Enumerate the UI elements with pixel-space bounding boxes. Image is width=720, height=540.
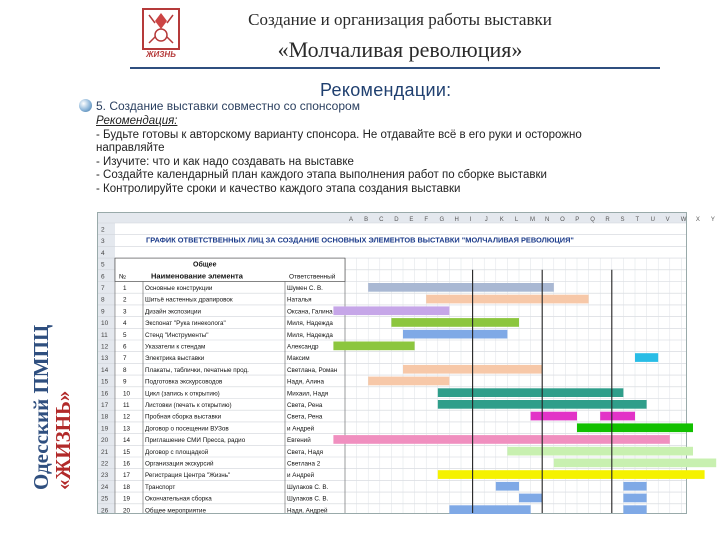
task-responsible: Миля, Надежда [287, 331, 333, 339]
task-number: 15 [123, 448, 131, 456]
row-number: 13 [101, 355, 109, 363]
row-number: 12 [101, 343, 109, 351]
task-name: Основные конструкции [145, 285, 213, 292]
row-number: 21 [101, 448, 109, 456]
column-letter: M [529, 217, 535, 223]
row-number: 16 [101, 390, 109, 398]
task-number: 16 [123, 460, 131, 468]
column-letter: C [379, 217, 384, 223]
task-number: 7 [123, 355, 127, 363]
section-title: 5. Создание выставки совместно со спонсором [96, 99, 360, 113]
task-name: Электрика выставки [145, 355, 205, 363]
column-letter: L [514, 217, 519, 223]
task-responsible: Светлана 2 [287, 460, 321, 468]
column-letter: W [680, 217, 687, 223]
gantt-bar [623, 482, 646, 491]
row-number: 26 [101, 507, 109, 515]
gantt-bar [333, 306, 449, 315]
task-name: Плакаты, таблички, печатные прод. [145, 366, 249, 374]
row-number: 14 [101, 366, 109, 374]
gantt-bar [438, 470, 705, 479]
column-header: Ответственный [289, 273, 336, 281]
gantt-bar [577, 423, 693, 432]
task-responsible: Шулаков С. В. [287, 483, 329, 491]
row-number: 11 [101, 331, 108, 339]
column-letter: H [454, 217, 459, 223]
task-name: Договор с площадкой [145, 448, 209, 456]
gantt-bar [426, 295, 588, 304]
task-responsible: Светлана, Роман [287, 366, 338, 374]
task-responsible: Надя, Алина [287, 378, 325, 386]
side-label-line-1: Одесский ПМПЦ [29, 324, 53, 490]
task-name: Организация экскурсий [145, 460, 214, 468]
task-number: 2 [123, 296, 127, 304]
task-responsible: Александр [287, 343, 319, 351]
gantt-bar [438, 388, 624, 397]
task-number: 9 [123, 378, 127, 386]
gantt-spreadsheet [98, 213, 715, 515]
recommendations-heading: Рекомендации: [320, 80, 452, 100]
column-letter: T [635, 217, 640, 223]
task-responsible: Наталья [287, 296, 312, 304]
row-number: 24 [101, 483, 109, 491]
side-label-line-2: «ЖИЗНЬ» [51, 390, 75, 490]
gantt-bar [449, 505, 530, 514]
task-responsible: и Андрей [287, 425, 315, 433]
column-letter: I [469, 217, 472, 223]
header-rule [130, 67, 660, 69]
gantt-bar [391, 318, 519, 327]
task-responsible: Света, Рена [287, 413, 323, 421]
task-number: 5 [123, 331, 127, 339]
gantt-bar [368, 283, 554, 292]
column-letter: G [439, 217, 445, 223]
task-responsible: Максим [287, 355, 310, 363]
task-name: Листовки (печать к открытию) [145, 402, 232, 409]
recommendation-line: - Контролируйте сроки и качество каждого этапа создания выставки [96, 182, 461, 195]
task-name: Экспонат "Рука гинеколога" [145, 320, 226, 328]
task-responsible: Евгений [287, 437, 311, 445]
task-name: Шитьё настенных драпировок [145, 296, 233, 304]
side-label [20, 160, 75, 490]
recommendation-text [96, 115, 686, 197]
row-number: 5 [101, 261, 105, 269]
task-number: 17 [123, 472, 131, 480]
row-number: 15 [101, 378, 109, 386]
gantt-bar [623, 494, 646, 503]
task-name: Договор о посещении ВУЗов [145, 425, 229, 433]
column-letter: O [560, 217, 565, 223]
column-letter: U [650, 217, 655, 223]
column-letter: D [394, 217, 399, 223]
gantt-bar [333, 435, 669, 444]
task-number: 8 [123, 366, 127, 374]
task-number: 19 [123, 495, 131, 503]
column-letter: R [605, 217, 610, 223]
gantt-bar [600, 412, 635, 421]
task-number: 12 [123, 413, 131, 421]
column-letter: B [364, 217, 369, 223]
column-header: Наименование элемента [151, 271, 243, 281]
spreadsheet[interactable] [97, 212, 715, 515]
column-letter: V [665, 217, 670, 223]
task-number: 11 [123, 402, 130, 409]
column-letter: Q [590, 217, 595, 223]
gantt-bar [531, 412, 577, 421]
task-responsible: Шумен С. В. [287, 285, 323, 292]
recommendation-line: - Создайте календарный план каждого этапа выполнения работ по сборке выставки [96, 169, 547, 182]
row-number: 22 [101, 460, 109, 468]
row-number: 17 [101, 402, 109, 409]
row-number: 6 [101, 273, 105, 281]
schedule-title: ГРАФИК ОТВЕТСТВЕННЫХ ЛИЦ ЗА СОЗДАНИЕ ОСНОВНЫХ ЭЛЕМЕНТОВ ВЫСТАВКИ "МОЛЧАЛИВАЯ РЕВОЛЮЦИЯ" [146, 235, 574, 245]
row-number: 7 [101, 285, 105, 292]
column-letter: X [695, 217, 700, 223]
recommendation-line: - Изучите: что и как надо создавать на выставке [96, 155, 354, 168]
gantt-bar [333, 342, 414, 351]
gantt-bar [623, 505, 646, 514]
column-letter: P [575, 217, 580, 223]
column-letter: E [409, 217, 414, 223]
row-number: 8 [101, 296, 105, 304]
column-letter: N [545, 217, 550, 223]
task-responsible: Надя, Андрей [287, 507, 328, 515]
task-number: 6 [123, 343, 127, 351]
column-letter: A [349, 217, 354, 223]
gantt-bar [554, 459, 716, 468]
task-responsible: и Андрей [287, 472, 315, 480]
task-responsible: Шулаков С. В. [287, 495, 329, 503]
row-number: 10 [101, 320, 109, 328]
task-responsible: Миля, Надежда [287, 320, 333, 328]
task-number: 10 [123, 390, 131, 398]
column-letter: K [499, 217, 504, 223]
row-number: 4 [101, 249, 105, 257]
task-number: 18 [123, 483, 131, 491]
row-number: 23 [101, 472, 109, 480]
row-number: 9 [101, 308, 105, 316]
task-name: Стенд "Инструменты" [145, 331, 209, 339]
task-responsible: Света, Рена [287, 402, 323, 409]
task-name: Дизайн экспозиции [145, 308, 201, 316]
task-number: 20 [123, 507, 131, 515]
task-name: Приглашение СМИ Пресса, радио [145, 437, 246, 445]
gantt-bar [635, 353, 658, 362]
column-letter: F [424, 217, 429, 223]
gantt-bar [519, 494, 542, 503]
task-number: 14 [123, 437, 131, 445]
task-number: 1 [123, 285, 127, 292]
row-number: 3 [101, 238, 105, 246]
column-header: № [119, 273, 126, 281]
gantt-bar [368, 377, 449, 386]
gantt-bar [507, 447, 693, 456]
header-line-1: Создание и организация работы выставки [248, 10, 552, 29]
row-number: 2 [101, 226, 105, 234]
recommendation-line: - Будьте готовы к авторскому варианту спонсора. Не отдавайте всё в его руки и осторожно [96, 128, 582, 141]
bullet-icon [79, 99, 92, 112]
task-name: Транспорт [145, 483, 176, 491]
logo-caption: ЖИЗНЬ [146, 50, 176, 59]
recommendation-subheading: Рекомендация: [96, 115, 178, 127]
task-name: Окончательная сборка [145, 495, 212, 503]
row-number: 18 [101, 413, 109, 421]
row-number: 20 [101, 437, 109, 445]
column-letter: S [620, 217, 625, 223]
task-responsible: Света, Надя [287, 448, 324, 456]
task-name: Подготовка экскурсоводов [145, 378, 223, 386]
gantt-bar [403, 330, 507, 339]
recommendation-line: направляйте [96, 142, 165, 155]
column-letter: Y [710, 217, 715, 223]
column-letter: J [484, 217, 488, 223]
row-number: 19 [101, 425, 109, 433]
task-number: 4 [123, 320, 127, 328]
task-responsible: Оксана, Галина [287, 308, 333, 316]
row-number: 25 [101, 495, 109, 503]
task-name: Регистрация Центра "Жизнь" [145, 472, 231, 480]
task-number: 3 [123, 308, 127, 316]
group-header: Общее [193, 261, 217, 269]
gantt-bar [496, 482, 519, 491]
column-header-bar [98, 213, 686, 223]
task-name: Цикл (запись к открытию) [145, 390, 220, 398]
header-line-2: «Молчаливая революция» [277, 37, 523, 62]
task-responsible: Михаил, Надя [287, 390, 329, 398]
task-name: Общее мероприятие [145, 507, 206, 515]
task-name: Указатели к стендам [145, 343, 206, 351]
task-name: Пробная сборка выставки [145, 413, 222, 421]
task-number: 13 [123, 425, 131, 433]
